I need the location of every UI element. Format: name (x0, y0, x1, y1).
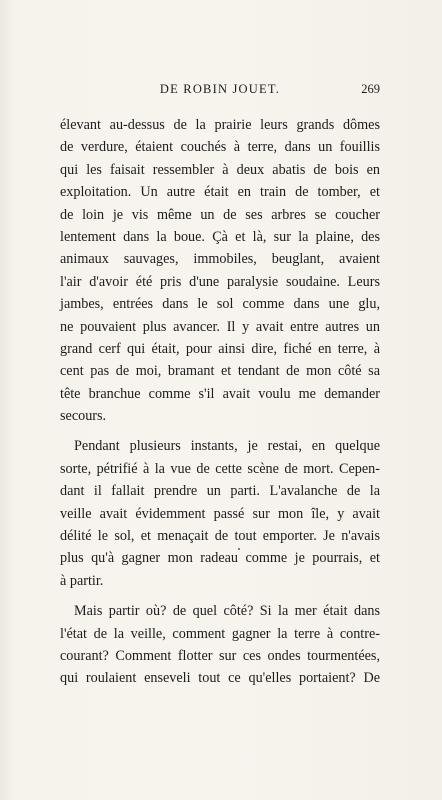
text-line: animaux sauvages, immobiles, beuglant, avaient (60, 251, 380, 268)
body-text (60, 114, 380, 690)
paragraph-gap (60, 592, 380, 600)
text-line: plus qu'à gagner mon radeau comme je pourrais, et (60, 550, 380, 567)
text-line: courant? Comment flotter sur ces ondes tourmentées, (60, 647, 380, 664)
text-line: à partir. (60, 572, 104, 589)
page-number: 269 (361, 82, 380, 96)
paragraph-gap (60, 427, 380, 435)
text-line: exploitation. Un autre était en train de tomber, et (60, 184, 380, 201)
text-line: de verdure, étaient couchés à terre, dans un fouillis (60, 139, 380, 156)
text-line: l'air d'avoir été pris d'une paralysie soudaine. Leurs (60, 273, 380, 290)
text-line: qui les faisait ressembler à deux abatis de bois en (60, 161, 380, 178)
text-line: Pendant plusieurs instants, je restai, en quelque (74, 438, 380, 455)
text-line: dant il fallait prendre un parti. L'avalanche de la (60, 483, 380, 500)
text-line: ne pouvaient plus avancer. Il y avait entre autres un (60, 318, 380, 335)
text-line: veille avait évidemment passé sur mon île, y avait (60, 505, 380, 522)
print-speck (238, 548, 240, 550)
text-line: de loin je vis même un de ses arbres se coucher (60, 206, 380, 223)
text-line: élevant au-dessus de la prairie leurs grands dômes (60, 117, 380, 133)
text-line: qui roulaient enseveli tout ce qu'elles portaient? De (60, 670, 380, 687)
text-line: lentement dans la boue. Çà et là, sur la plaine, des (60, 228, 380, 245)
text-line: tête branchue comme s'il avait voulu me demander (60, 385, 380, 402)
text-line: sorte, pétrifié à la vue de cette scène de mort. Cepen- (60, 460, 380, 477)
text-line: délité le sol, et menaçait de tout emporter. Je n'avais (60, 528, 380, 545)
text-line: Mais partir où? de quel côté? Si la mer était dans (74, 603, 380, 620)
text-line: l'état de la veille, comment gagner la terre à contre- (60, 625, 380, 642)
text-line: secours. (60, 408, 107, 425)
text-line: jambes, entrées dans le sol comme dans une glu, (60, 296, 380, 313)
text-line: grand cerf qui était, pour ainsi dire, fiché en terre, à (60, 340, 380, 357)
running-head (60, 82, 380, 98)
text-line: cent pas de moi, bramant et tendant de mon côté sa (60, 363, 380, 380)
running-title: DE ROBIN JOUET. (159, 82, 281, 96)
